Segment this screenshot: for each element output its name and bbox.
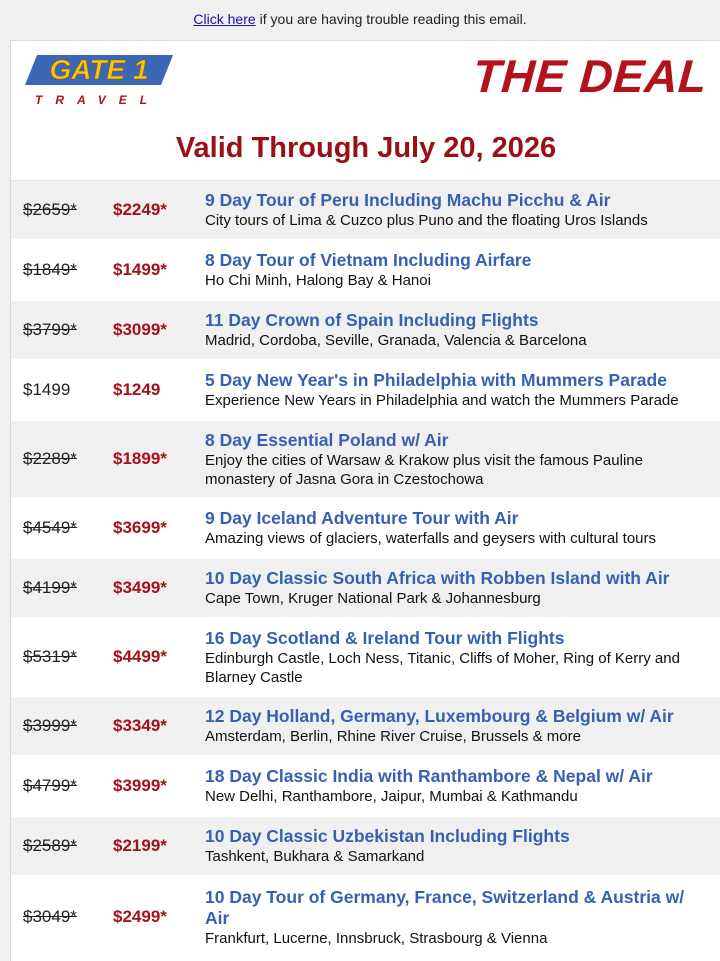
deal-info bbox=[205, 430, 720, 489]
sale-price: $4499* bbox=[113, 647, 167, 666]
original-price: $2289* bbox=[23, 449, 77, 468]
logo-sub-text: TRAVEL bbox=[35, 93, 161, 107]
original-price: $5319* bbox=[23, 647, 77, 666]
original-price: $2659* bbox=[23, 200, 77, 219]
sale-price: $1249 bbox=[113, 380, 161, 399]
deal-row[interactable] bbox=[11, 877, 720, 959]
deal-description: Amsterdam, Berlin, Rhine River Cruise, Brussels & more bbox=[205, 728, 581, 745]
deal-title-link[interactable]: 9 Day Iceland Adventure Tour with Air bbox=[205, 508, 519, 528]
trouble-reading-bar bbox=[0, 0, 720, 38]
email-header bbox=[11, 41, 720, 116]
click-here-link[interactable]: Click here bbox=[193, 11, 256, 27]
deal-title-link[interactable]: 10 Day Classic South Africa with Robben Island with Air bbox=[205, 568, 670, 588]
deal-info bbox=[205, 887, 720, 948]
sale-price: $1499* bbox=[113, 260, 167, 279]
sale-price: $3349* bbox=[113, 716, 167, 735]
deal-description: Edinburgh Castle, Loch Ness, Titanic, Cliffs of Moher, Ring of Kerry and Blarney Castle bbox=[205, 649, 680, 686]
deal-info bbox=[205, 508, 720, 548]
deal-info bbox=[205, 826, 720, 866]
deal-row[interactable] bbox=[11, 757, 720, 817]
deal-info bbox=[205, 706, 720, 746]
original-price: $1849* bbox=[23, 260, 77, 279]
deal-row[interactable] bbox=[11, 361, 720, 421]
deal-title-link[interactable]: 12 Day Holland, Germany, Luxembourg & Belgium w/ Air bbox=[205, 706, 674, 726]
deal-description: City tours of Lima & Cuzco plus Puno and the floating Uros Islands bbox=[205, 212, 648, 229]
deal-title-link[interactable]: 9 Day Tour of Peru Including Machu Picchu & Air bbox=[205, 190, 611, 210]
deals-list bbox=[11, 181, 720, 959]
sale-price: $2249* bbox=[113, 200, 167, 219]
original-price: $3799* bbox=[23, 320, 77, 339]
original-price: $4199* bbox=[23, 578, 77, 597]
sale-price: $3099* bbox=[113, 320, 167, 339]
deal-title-link[interactable]: 11 Day Crown of Spain Including Flights bbox=[205, 310, 539, 330]
deal-description: Cape Town, Kruger National Park & Johannesburg bbox=[205, 590, 541, 607]
valid-through-heading: Valid Through July 20, 2026 bbox=[11, 123, 720, 181]
deal-title-link[interactable]: 10 Day Tour of Germany, France, Switzerland & Austria w/ Air bbox=[205, 886, 685, 928]
deal-row[interactable] bbox=[11, 697, 720, 757]
deal-title-link[interactable]: 18 Day Classic India with Ranthambore & Nepal w/ Air bbox=[205, 766, 653, 786]
deal-info bbox=[205, 250, 720, 290]
sale-price: $2499* bbox=[113, 907, 167, 926]
deal-description: Enjoy the cities of Warsaw & Krakow plus visit the famous Pauline monastery of Jasna Gora in Czestochowa bbox=[205, 451, 643, 488]
deal-info bbox=[205, 370, 720, 410]
deal-row[interactable] bbox=[11, 421, 720, 499]
deal-description: New Delhi, Ranthambore, Jaipur, Mumbai & Kathmandu bbox=[205, 788, 578, 805]
deal-info bbox=[205, 190, 720, 230]
deal-info bbox=[205, 628, 720, 687]
deal-title-link[interactable]: 16 Day Scotland & Ireland Tour with Flights bbox=[205, 627, 565, 648]
deal-row[interactable] bbox=[11, 619, 720, 697]
logo-main-text: GATE 1 bbox=[49, 54, 149, 85]
deal-description: Tashkent, Bukhara & Samarkand bbox=[205, 848, 425, 865]
sale-price: $2199* bbox=[113, 836, 167, 855]
original-price: $1499 bbox=[23, 380, 71, 399]
deal-title-link[interactable]: 8 Day Essential Poland w/ Air bbox=[205, 429, 449, 450]
trouble-reading-text: if you are having trouble reading this email. bbox=[259, 11, 527, 27]
deal-description: Madrid, Cordoba, Seville, Granada, Valencia & Barcelona bbox=[205, 332, 587, 349]
deal-info bbox=[205, 766, 720, 806]
deal-row[interactable] bbox=[11, 301, 720, 361]
deal-description: Amazing views of glaciers, waterfalls and geysers with cultural tours bbox=[205, 530, 657, 547]
deal-row[interactable] bbox=[11, 181, 720, 241]
deal-row[interactable] bbox=[11, 241, 720, 301]
sale-price: $3699* bbox=[113, 518, 167, 537]
deal-description: Experience New Years in Philadelphia and watch the Mummers Parade bbox=[205, 392, 679, 409]
email-body bbox=[10, 40, 720, 961]
sale-price: $3499* bbox=[113, 578, 167, 597]
original-price: $2589* bbox=[23, 836, 77, 855]
deal-row[interactable] bbox=[11, 499, 720, 559]
original-price: $3999* bbox=[23, 716, 77, 735]
sale-price: $3999* bbox=[113, 776, 167, 795]
sale-price: $1899* bbox=[113, 449, 167, 468]
deal-row[interactable] bbox=[11, 559, 720, 619]
the-deal-heading: THE DEAL bbox=[471, 50, 709, 102]
deal-row[interactable] bbox=[11, 817, 720, 877]
gate1-travel-logo[interactable] bbox=[23, 51, 173, 111]
deal-description: Ho Chi Minh, Halong Bay & Hanoi bbox=[205, 272, 431, 289]
deal-description: Frankfurt, Lucerne, Innsbruck, Strasbourg & Vienna bbox=[205, 929, 548, 947]
deal-title-link[interactable]: 5 Day New Year's in Philadelphia with Mummers Parade bbox=[205, 370, 667, 390]
original-price: $3049* bbox=[23, 907, 77, 926]
deal-info bbox=[205, 568, 720, 608]
deal-info bbox=[205, 310, 720, 350]
original-price: $4549* bbox=[23, 518, 77, 537]
original-price: $4799* bbox=[23, 776, 77, 795]
deal-title-link[interactable]: 8 Day Tour of Vietnam Including Airfare bbox=[205, 250, 532, 270]
deal-title-link[interactable]: 10 Day Classic Uzbekistan Including Flights bbox=[205, 826, 570, 846]
